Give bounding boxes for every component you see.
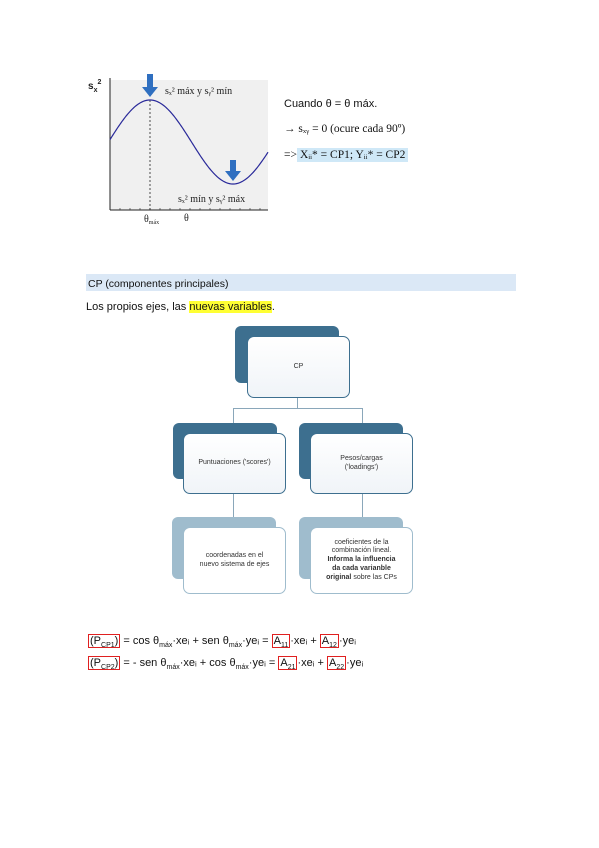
intro-before: Los propios ejes, las — [86, 301, 190, 313]
coords-box — [183, 527, 286, 594]
root-box — [247, 336, 350, 398]
coef-label-bold1: Informa la influencia — [327, 556, 396, 564]
coef-box — [310, 527, 413, 594]
note-line-3 — [284, 149, 408, 161]
intro-after: . — [271, 301, 275, 313]
loadings-box — [310, 433, 413, 494]
min-annotation: sₓ² mín y sᵧ² máx — [178, 194, 246, 205]
loadings-label-line1: Pesos/cargas — [340, 454, 383, 462]
figure-background — [110, 80, 268, 210]
loadings-label-line2: ('loadings') — [344, 463, 379, 471]
coords-label-line2: nuevo sistema de ejes — [199, 560, 270, 568]
coef-label-bold3: original — [326, 573, 352, 581]
root-label: CP — [293, 362, 304, 370]
scores-label: Puntuaciones ('scores') — [198, 459, 271, 467]
eq1-a11-box: $A_{11}$ — [273, 635, 289, 650]
eq1-a12-box: $A_{12}$ — [321, 635, 337, 650]
coef-label — [326, 539, 397, 583]
intro-highlight: nuevas variables — [189, 301, 272, 313]
connector-root — [297, 398, 298, 408]
coef-label-bold2: da cada varianble — [332, 564, 391, 572]
coef-label-line1: coeficientes de la — [334, 538, 389, 546]
max-annotation: sₓ² máx y sᵧ² mín — [165, 86, 233, 97]
loadings-label — [340, 455, 382, 473]
coef-label-tail: sobre las CPs — [351, 573, 397, 581]
connector-left-child — [233, 494, 234, 517]
note-line-3-highlight: Xᵢᵢ* = CP1; Yᵢᵢ* = CP2 — [297, 148, 408, 162]
note-line-3-prefix: => — [284, 149, 297, 161]
coef-label-line2: combinación lineal. — [331, 547, 392, 555]
connector-left — [233, 408, 234, 424]
connector-horizontal — [233, 408, 363, 409]
section-header — [86, 274, 516, 291]
eq2-lhs-box: $(P_{CP2})$ — [90, 657, 119, 672]
x-tick-theta-max: $\theta_{máx}$ — [144, 214, 160, 226]
equation-cp2: $(P_{CP2})$ = - sen $\theta_{máx}\cdot xeᵢ + \cos$ $\theta_{máx}\cdot yeᵢ = A_{21}$ ·xeᵢ + $A_{22}$ ·yeᵢ — [90, 657, 364, 672]
eq1-lhs-box: $(P_{CP1})$ — [90, 635, 119, 650]
eq2-a21-box: $A_{21}$ — [280, 657, 296, 672]
scores-box — [183, 433, 286, 494]
section-title: CP (componentes principales) — [88, 278, 229, 290]
connector-right-child — [362, 494, 363, 517]
note-line-1: Cuando θ = θ máx. — [284, 98, 378, 110]
coords-label-line1: coordenadas en el — [205, 551, 264, 559]
y-axis-label: $s_x^2$ — [88, 79, 102, 94]
note-line-2: → sₓᵧ = 0 (ocure cada 90º) — [284, 123, 406, 135]
equation-cp1: $(P_{CP1}) = \cos$ $\theta_{máx}\cdot xeᵢ$ + sen $\theta_{máx}\cdot yeᵢ = A_{11}$ ·xeᵢ + $A_{12}$ ·yeᵢ — [90, 635, 356, 650]
x-axis-label: θ — [184, 213, 189, 224]
coords-label — [200, 552, 270, 570]
sine-figure — [86, 72, 270, 226]
eq2-a22-box: $A_{22}$ — [329, 657, 345, 672]
connector-right — [362, 408, 363, 424]
intro-text — [86, 301, 275, 313]
